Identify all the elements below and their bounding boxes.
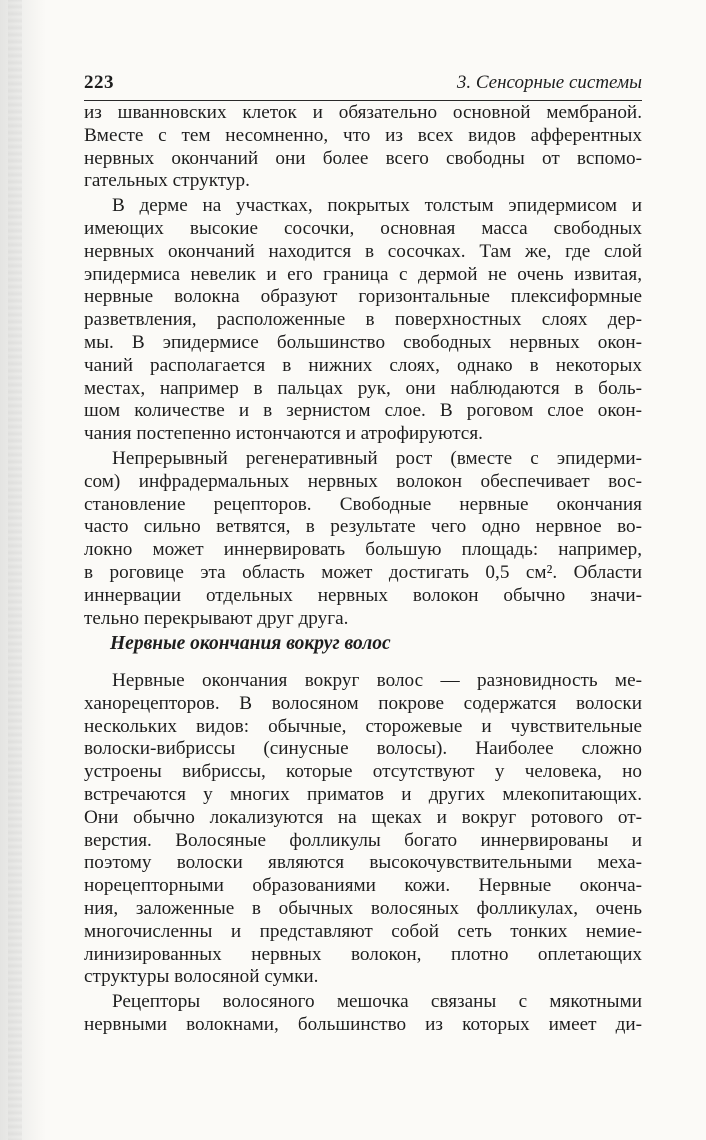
text-line: становление рецепторов. Свободные нервные окончания (84, 493, 642, 515)
text-line: локно может иннервировать большую площадь: например, (84, 539, 642, 561)
text-line: Непрерывный регенеративный рост (вместе с эпидерми- (112, 447, 642, 469)
text-line: верстия. Волосяные фолликулы богато иннервированы и (84, 829, 642, 851)
text-line: иннервации отдельных нервных волокон обычно значи- (84, 584, 642, 606)
text-line: чания постепенно истончаются и атрофируются. (84, 423, 483, 445)
text-line: часто сильно ветвятся, в результате чего одно нервное во- (84, 516, 642, 538)
text-line: В дерме на участках, покрытых толстым эпидермисом и (112, 195, 642, 217)
text-line: Нервные окончания вокруг волос — разновидность ме- (112, 670, 642, 691)
text-line: устроены вибриссы, которые отсутствуют у человека, но (84, 761, 642, 783)
text-line: нервных окончаний они более всего свободны от вспомо- (84, 147, 642, 169)
running-head (84, 70, 642, 101)
paragraph (84, 991, 642, 1037)
page-number: 223 (84, 72, 114, 93)
text-line: структуры волосяной сумки. (84, 966, 319, 988)
paragraph (84, 448, 642, 630)
section-heading: Нервные окончания вокруг волос (110, 633, 391, 654)
paragraph (84, 670, 642, 989)
text-line: нервными волокнами, большинство из которых имеет ди- (84, 1013, 642, 1035)
paragraph (84, 102, 642, 193)
text-line: норецепторными образованиями кожи. Нервные оконча- (84, 875, 642, 897)
text-line: Рецепторы волосяного мешочка связаны с мякотными (112, 991, 642, 1013)
text-line: нервные волокна образуют горизонтальные плексиформные (84, 286, 642, 308)
text-line: нервных окончаний находится в сосочках. Там же, где слой (84, 240, 642, 262)
text-line: ханорецепторов. В волосяном покрове содержатся волоски (84, 692, 642, 714)
body-text-bottom (84, 670, 642, 1037)
text-line: эпидермиса невелик и его граница с дермой не очень извитая, (84, 263, 642, 285)
text-line: в роговице эта область может достигать 0,5 см². Области (84, 561, 642, 583)
text-line: чаний располагается в нижних слоях, однако в некоторых (84, 354, 642, 376)
text-line: Они обычно локализуются на щеках и вокруг ротового от- (84, 806, 642, 828)
text-line: волоски-вибриссы (синусные волосы). Наиболее сложно (84, 738, 642, 760)
scan-edge-shadow (0, 0, 46, 1140)
text-line: тельно перекрывают друг друга. (84, 607, 349, 629)
text-line: шом количестве и в зернистом слое. В роговом слое окон- (84, 400, 642, 422)
text-line: из шванновских клеток и обязательно основной мембраной. (84, 102, 642, 123)
text-line: ния, заложенные в обычных волосяных фолликулах, очень (84, 897, 642, 919)
text-line: гательных структур. (84, 170, 250, 192)
text-line: сом) инфрадермальных нервных волокон обеспечивает вос- (84, 470, 642, 492)
chapter-title: 3. Сенсорные системы (456, 72, 642, 93)
text-line: поэтому волоски являются высокочувствительными меха- (84, 852, 642, 874)
text-line: мы. В эпидермисе большинство свободных нервных окон- (84, 331, 642, 353)
text-line: разветвления, расположенные в поверхностных слоях дер- (84, 309, 642, 331)
text-line: встречаются у многих приматов и других млекопитающих. (84, 783, 642, 805)
text-line: имеющих высокие сосочки, основная масса свободных (84, 217, 642, 239)
text-line: Вместе с тем несомненно, что из всех видов афферентных (84, 124, 642, 146)
text-line: нескольких видов: обычные, сторожевые и чувствительные (84, 715, 642, 737)
body-text-top (84, 102, 642, 630)
text-line: линизированных нервных волокон, плотно оплетающих (84, 943, 642, 965)
text-line: многочисленны и представляют собой сеть тонких немие- (84, 920, 642, 942)
text-line: местах, например в пальцах рук, они наблюдаются в боль- (84, 377, 642, 399)
paragraph (84, 195, 642, 446)
